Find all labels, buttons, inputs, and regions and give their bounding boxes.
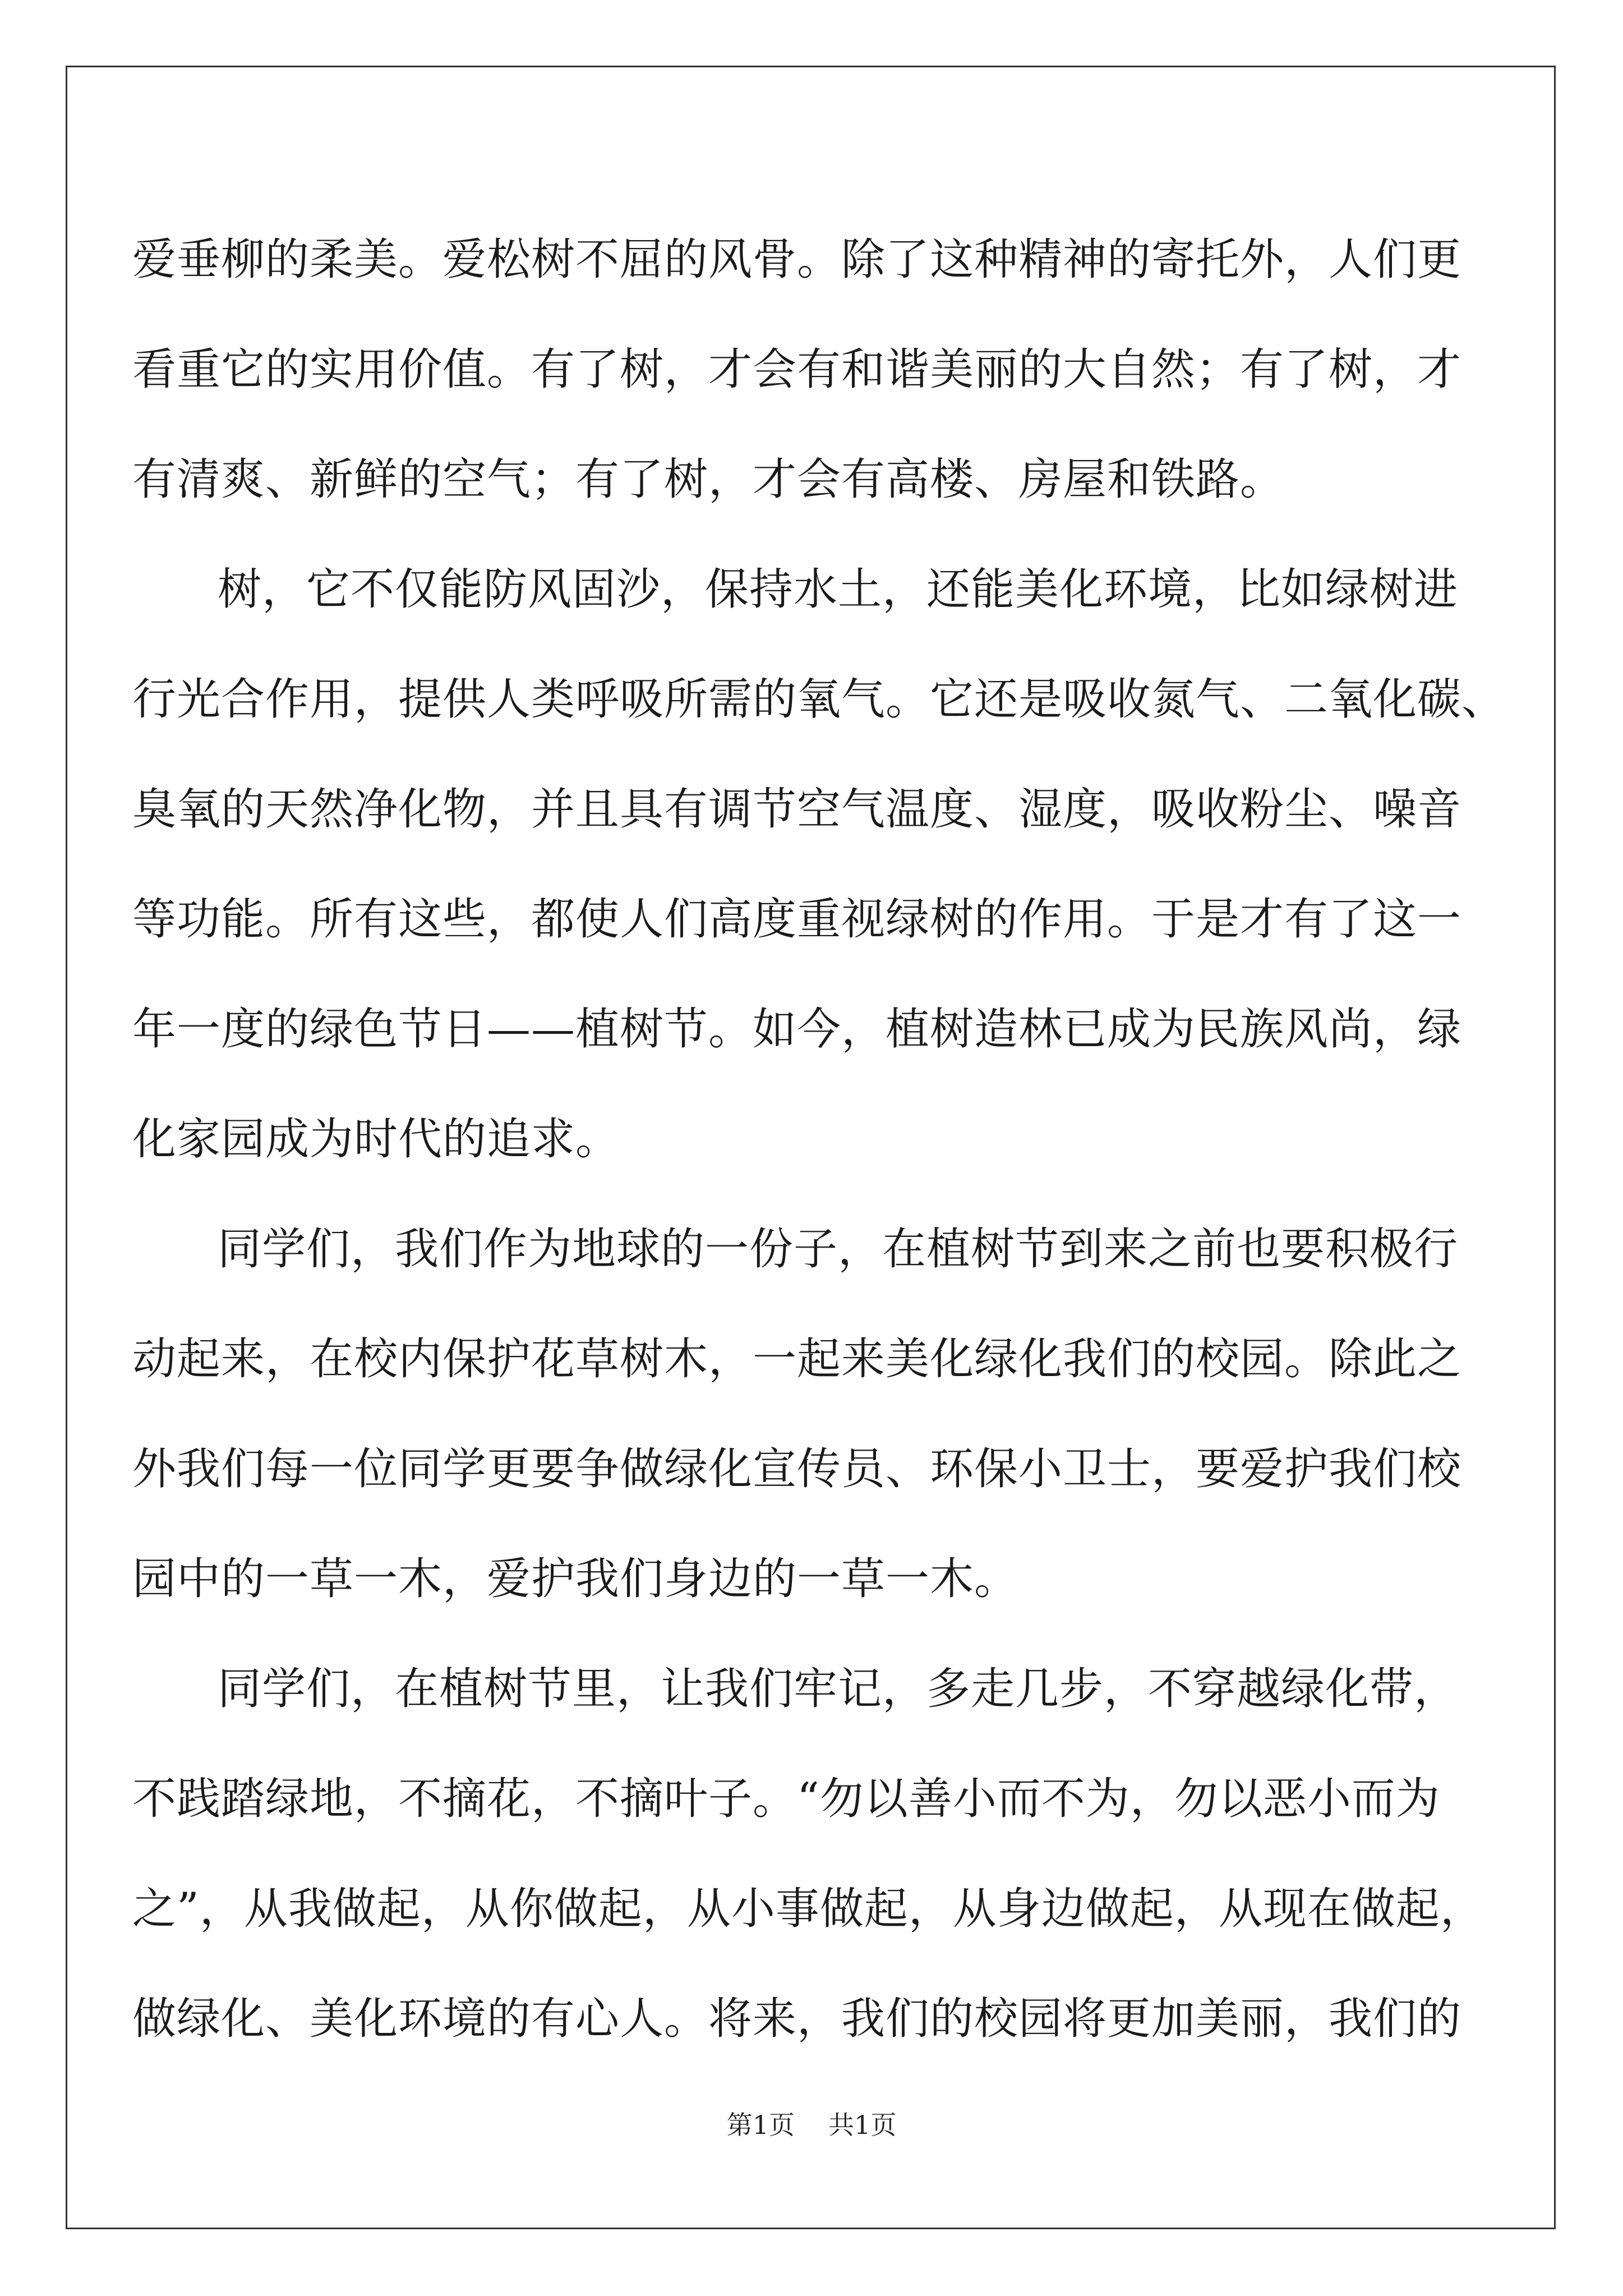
text-line: 化家园成为时代的追求。: [132, 1114, 620, 1165]
text-line: 动起来，在校内保护花草树木，一起来美化绿化我们的校园。除此之: [132, 1334, 1462, 1384]
paragraph-start-line: 同学们，在植树节里，让我们牢记，多走几步，不穿越绿化带，: [218, 1664, 1459, 1714]
text-line: 有清爽、新鲜的空气；有了树，才会有高楼、房屋和铁路。: [132, 454, 1285, 505]
paragraph-start-line: 同学们，我们作为地球的一份子，在植树节到来之前也要积极行: [218, 1224, 1459, 1274]
text-line: 臭氧的天然净化物，并且具有调节空气温度、湿度，吸收粉尘、噪音: [132, 784, 1462, 835]
text-line: 看重它的实用价值。有了树，才会有和谐美丽的大自然；有了树，才: [132, 344, 1462, 395]
text-line: 外我们每一位同学更要争做绿化宣传员、环保小卫士，要爱护我们校: [132, 1444, 1462, 1494]
text-line: 年一度的绿色节日——植树节。如今，植树造林已成为民族风尚，绿: [132, 1004, 1462, 1055]
page-total: 共1页: [828, 2110, 897, 2140]
text-line: 之”，从我做起，从你做起，从小事做起，从身边做起，从现在做起，: [132, 1884, 1484, 1934]
text-line: 爱垂柳的柔美。爱松树不屈的风骨。除了这种精神的寄托外，人们更: [132, 234, 1462, 285]
page-number: 第1页: [726, 2110, 795, 2140]
paragraph-start-line: 树，它不仅能防风固沙，保持水土，还能美化环境，比如绿树进: [218, 564, 1459, 615]
text-line: 等功能。所有这些，都使人们高度重视绿树的作用。于是才有了这一: [132, 894, 1462, 945]
text-line: 行光合作用，提供人类呼吸所需的氧气。它还是吸收氮气、二氧化碳、: [132, 674, 1506, 725]
text-line: 不践踏绿地，不摘花，不摘叶子。“勿以善小而不为，勿以恶小而为: [132, 1774, 1440, 1824]
page-footer: [0, 2105, 1623, 2142]
text-line: 园中的一草一木，爱护我们身边的一草一木。: [132, 1554, 1019, 1604]
text-line: 做绿化、美化环境的有心人。将来，我们的校园将更加美丽，我们的: [132, 1994, 1462, 2044]
document-body: [132, 205, 1506, 2074]
